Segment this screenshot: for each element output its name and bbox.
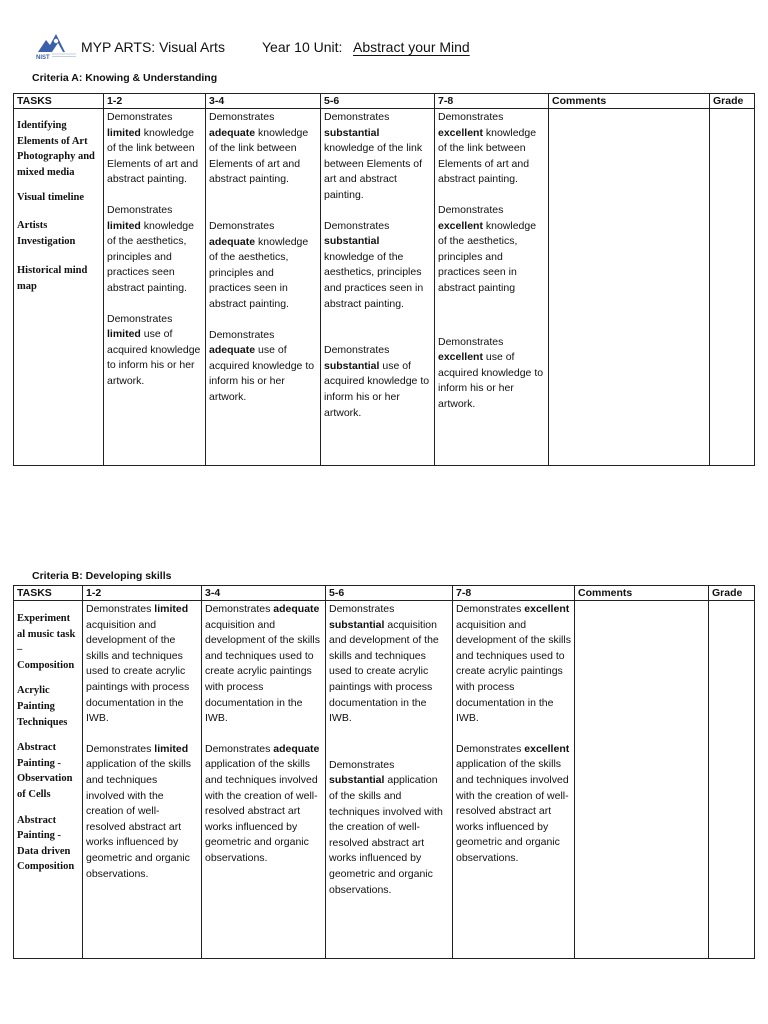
descriptor: Demonstrates excellent knowledge of the aesthetics, principles and practices seen in abstract painting: [438, 203, 537, 294]
descriptor: Demonstrates substantial use of acquired knowledge to inform his or her artwork.: [324, 344, 430, 419]
column-header: Grade: [710, 94, 755, 109]
task-item: Acrylic Painting Techniques: [17, 685, 68, 728]
descriptor: Demonstrates limited acquisition and development of the skills and techniques used to create acrylic paintings with process documentation in the IWB.: [86, 603, 190, 725]
level-7-8-cell: [435, 109, 549, 466]
grade-cell[interactable]: [710, 109, 755, 466]
unit-name: Abstract your Mind: [353, 39, 470, 55]
task-item: Abstract Painting - Observation of Cells: [17, 742, 73, 800]
descriptor: Demonstrates substantial application of the skills and techniques involved with the creation of well-resolved abstract art works influenced by geometric and organic observations.: [329, 758, 443, 896]
criteria-a-title: Criteria A: Knowing & Understanding: [32, 72, 218, 84]
column-header: TASKS: [14, 94, 104, 109]
task-item: Experiment al music task – Composition: [17, 613, 76, 671]
task-item: Abstract Painting - Data driven Composition: [17, 814, 75, 873]
comments-cell[interactable]: [549, 109, 710, 466]
task-item: Visual timeline: [17, 192, 84, 204]
column-header: 5-6: [321, 94, 435, 109]
table-header-row: [14, 586, 755, 601]
document-title: MYP ARTS: Visual Arts: [81, 39, 225, 55]
level-3-4-cell: [202, 601, 326, 959]
level-5-6-cell: [321, 109, 435, 466]
descriptor: Demonstrates limited application of the skills and techniques involved with the creation of well-resolved abstract art works influenced by geometric and organic observations.: [86, 742, 192, 880]
descriptor: Demonstrates adequate application of the skills and techniques involved with the creation of well-resolved abstract art works influenced by geometric and organic observations.: [205, 742, 320, 864]
criteria-b-title: Criteria B: Developing skills: [32, 570, 172, 582]
school-logo-icon: [32, 30, 78, 60]
column-header: 3-4: [202, 586, 326, 601]
descriptor: Demonstrates excellent use of acquired knowledge to inform his or her artwork.: [438, 335, 544, 410]
tasks-cell: [14, 601, 83, 959]
page-header: [32, 30, 752, 62]
level-7-8-cell: [453, 601, 575, 959]
descriptor: Demonstrates adequate knowledge of the aesthetics, principles and practices seen in abstract painting.: [209, 219, 309, 310]
descriptor: Demonstrates substantial knowledge of the aesthetics, principles and practices seen in abstract painting.: [324, 219, 424, 310]
descriptor: Demonstrates excellent acquisition and development of the skills and techniques used to create acrylic paintings with process documentation in the IWB.: [456, 603, 571, 725]
task-item: Identifying Elements of Art Photography and mixed media: [17, 120, 95, 178]
descriptor: Demonstrates limited knowledge of the link between Elements of art and abstract painting.: [107, 111, 199, 186]
comments-cell[interactable]: [575, 601, 709, 959]
criteria-b-table: [13, 585, 755, 959]
svg-text:NIST: NIST: [36, 55, 50, 60]
descriptor: Demonstrates limited knowledge of the aesthetics, principles and practices seen abstract painting.: [107, 203, 194, 294]
column-header: Comments: [549, 94, 710, 109]
descriptor: Demonstrates adequate use of acquired knowledge to inform his or her artwork.: [209, 328, 315, 403]
column-header: 5-6: [326, 586, 453, 601]
column-header: 1-2: [83, 586, 202, 601]
tasks-cell: [14, 109, 104, 466]
column-header: 7-8: [453, 586, 575, 601]
task-item: Historical mind map: [17, 265, 88, 292]
descriptor: Demonstrates substantial knowledge of the link between Elements of art and abstract painting.: [324, 111, 423, 201]
level-1-2-cell: [83, 601, 202, 959]
level-3-4-cell: [206, 109, 321, 466]
descriptor: Demonstrates excellent application of the skills and techniques involved with the creation of well-resolved abstract art works influenced by geometric and organic observations.: [456, 742, 570, 864]
table-header-row: [14, 94, 755, 109]
table-row: [14, 109, 755, 466]
descriptor: Demonstrates substantial acquisition and development of the skills and techniques used to create acrylic paintings with process documentation in the IWB.: [329, 603, 439, 725]
column-header: 1-2: [104, 94, 206, 109]
level-1-2-cell: [104, 109, 206, 466]
column-header: TASKS: [14, 586, 83, 601]
table-row: [14, 601, 755, 959]
descriptor: Demonstrates excellent knowledge of the link between Elements of art and abstract painting.: [438, 111, 537, 186]
year-label: Year 10 Unit:: [262, 39, 343, 55]
column-header: Grade: [709, 586, 755, 601]
level-5-6-cell: [326, 601, 453, 959]
grade-cell[interactable]: [709, 601, 755, 959]
descriptor: Demonstrates adequate knowledge of the link between Elements of art and abstract painting.: [209, 111, 309, 186]
criteria-a-table: [13, 93, 755, 466]
column-header: 7-8: [435, 94, 549, 109]
descriptor: Demonstrates limited use of acquired knowledge to inform his or her artwork.: [107, 312, 201, 387]
column-header: Comments: [575, 586, 709, 601]
descriptor: Demonstrates adequate acquisition and development of the skills and techniques used to create acrylic paintings with process documentation in the IWB.: [205, 603, 320, 725]
task-item: Artists Investigation: [17, 219, 76, 247]
column-header: 3-4: [206, 94, 321, 109]
